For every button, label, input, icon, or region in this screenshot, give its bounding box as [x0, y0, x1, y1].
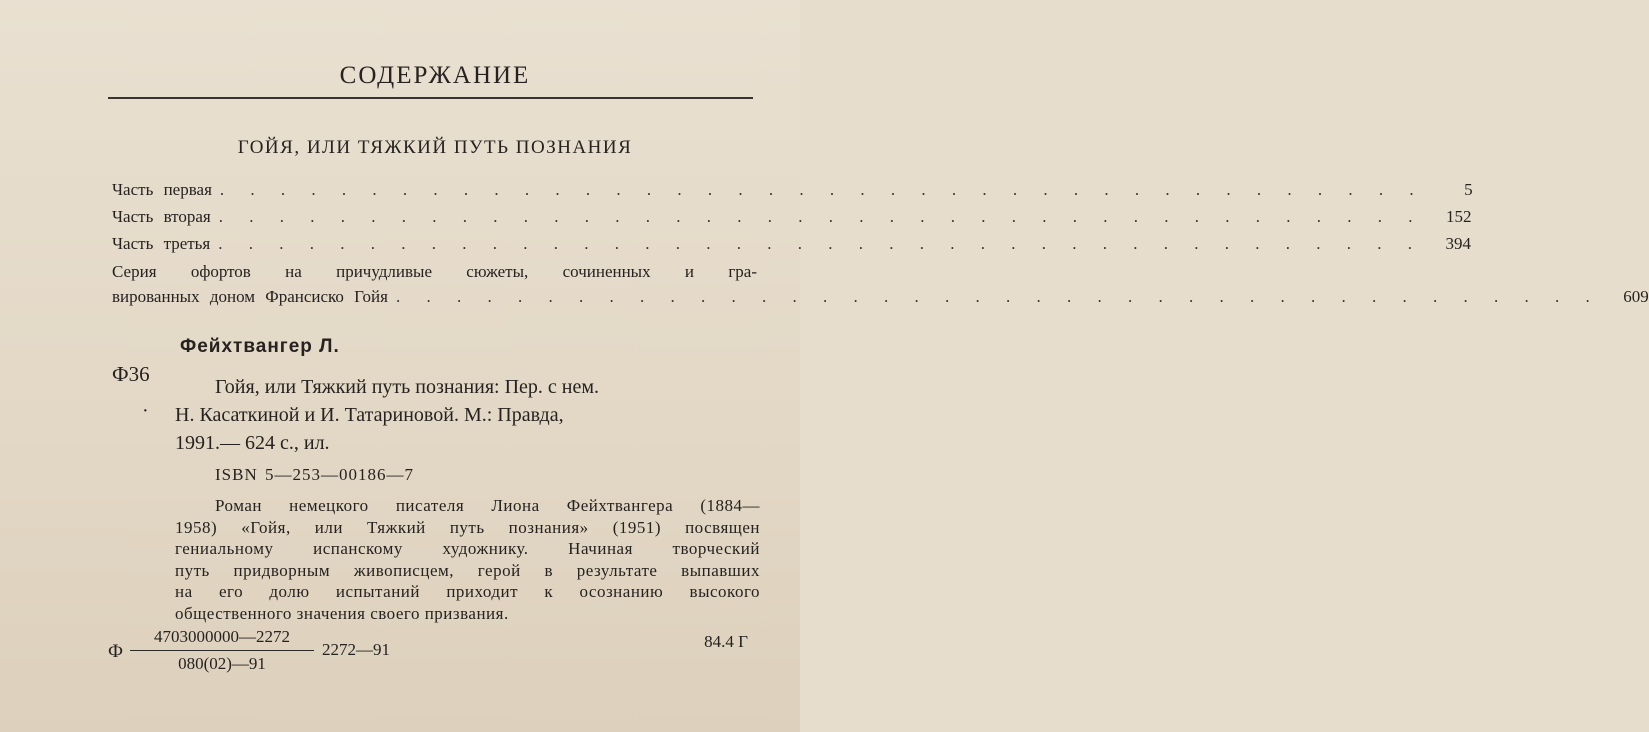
annotation-line: 1958) «Гойя, или Тяжкий путь познания» (1951) посвящен — [175, 517, 760, 537]
toc-entry — [112, 234, 1472, 258]
bib-line: 1991.— 624 с., ил. — [175, 432, 330, 454]
toc-entry-page: 394 — [1445, 234, 1472, 253]
toc-leader-dots: . . . . . . . . . . . . . . . . . . . . . . . . . . . . . . . . . . . . . . . . — [219, 180, 1425, 199]
bbk-code: 84.4 Г — [704, 632, 748, 651]
catalog-code: Ф36 — [112, 362, 150, 386]
annotation-line: гениальному испанскому художнику. Начиная творческий — [175, 539, 760, 558]
margin-dot: · — [142, 400, 149, 422]
annotation-line: Роман немецкого писателя Лиона Фейхтвангера (1884— — [215, 496, 760, 515]
contents-heading: СОДЕРЖАНИЕ — [339, 62, 531, 89]
toc-entry-page: 5 — [1464, 180, 1473, 199]
annotation-line: общественного значения своего призвания. — [175, 603, 509, 623]
annotation-line: путь придворным живописцем, герой в результате выпавших — [175, 560, 760, 580]
fraction-denominator: 080(02)—91 — [178, 654, 266, 673]
bib-line: Н. Касаткиной и И. Татариновой. М.: Правда, — [175, 404, 564, 426]
toc-entry-label: Часть третья — [112, 234, 211, 253]
book-title: ГОЙЯ, ИЛИ ТЯЖКИЙ ПУТЬ ПОЗНАНИЯ — [237, 137, 633, 158]
toc-entry — [112, 207, 1472, 231]
fraction-numerator: 4703000000—2272 — [130, 627, 314, 651]
annotation-line: на его долю испытаний приходит к осознанию высокого — [175, 582, 760, 601]
toc-entry-label: Часть вторая — [112, 207, 211, 226]
bibliographic-description — [175, 373, 760, 457]
toc-series-line1: Серия офортов на причудливые сюжеты, сочиненных и гра- — [112, 262, 757, 281]
isbn: ISBN 5—253—00186—7 — [215, 465, 414, 484]
annotation — [175, 495, 760, 624]
toc-entry — [112, 180, 1473, 204]
fraction-right: 2272—91 — [322, 640, 390, 659]
toc-entry-label: вированных доном Франсиско Гойя — [112, 287, 388, 306]
catalog-author: Фейхтвангер Л. — [180, 336, 340, 357]
toc-leader-dots: . . . . . . . . . . . . . . . . . . . . . . . . . . . . . . . . . . . . . . . . — [218, 234, 1424, 253]
toc-entry — [112, 287, 1649, 311]
fraction-letter: Ф — [108, 641, 124, 662]
toc-leader-dots: . . . . . . . . . . . . . . . . . . . . . . . . . . . . . . . . . . . . . . . . — [218, 207, 1424, 226]
catalog-fraction — [130, 627, 314, 674]
toc-leader-dots: . . . . . . . . . . . . . . . . . . . . . . . . . . . . . . . . . . . . . . . . — [395, 287, 1601, 306]
toc-entry-page: 609 — [1623, 287, 1649, 306]
heading-rule — [108, 97, 753, 99]
toc-entry-label: Часть первая — [112, 180, 212, 199]
bib-line: Гойя, или Тяжкий путь познания: Пер. с нем. — [215, 376, 600, 398]
toc-entry-page: 152 — [1446, 207, 1472, 226]
